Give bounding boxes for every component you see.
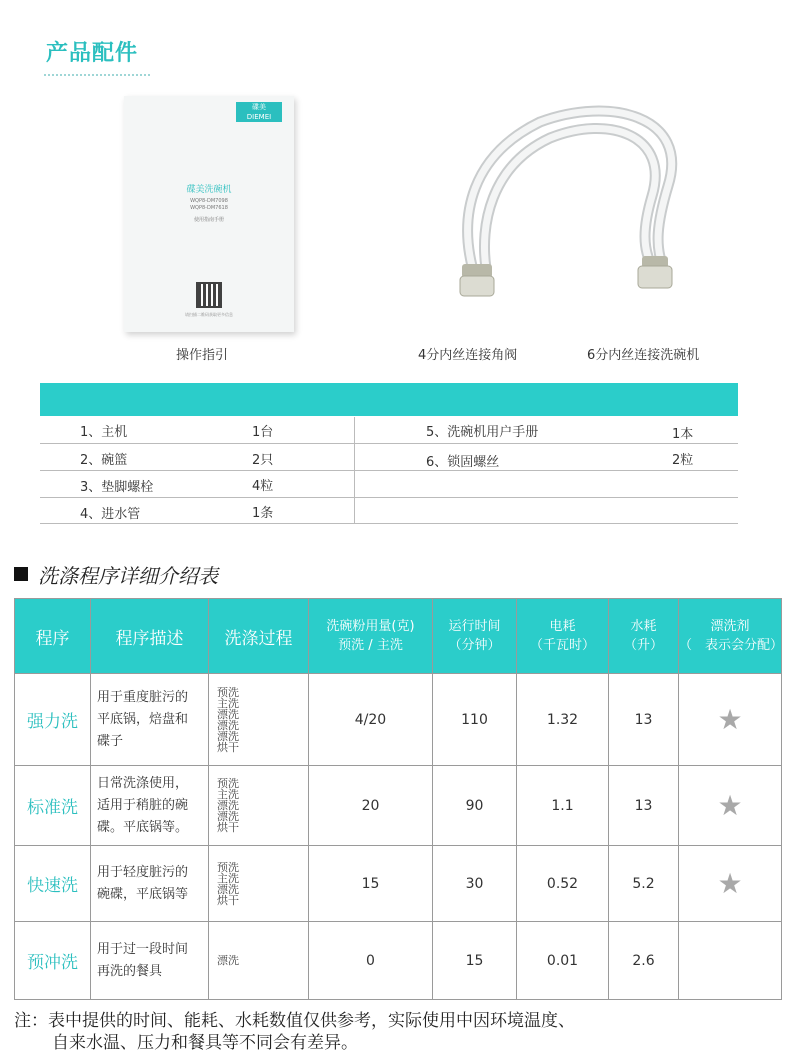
run-time: 15	[433, 922, 517, 1000]
manual-product-name: 碟美洗碗机	[186, 185, 232, 195]
program-name: 强力洗	[15, 674, 91, 766]
section-title-accessories: 产品配件	[46, 41, 139, 66]
row-divider	[40, 523, 738, 524]
header-powder: 洗碗粉用量(克) 预洗 / 主洗	[309, 599, 433, 674]
accessory-name: 3、垫脚螺栓	[80, 480, 154, 495]
program-name: 预冲洗	[15, 922, 91, 1000]
header-time: 运行时间 （分钟）	[433, 599, 517, 674]
table-row	[15, 846, 782, 922]
program-desc: 日常洗涤使用， 适用于稍脏的碗 碟。平底锅等。	[91, 766, 209, 846]
water-usage: 2.6	[609, 922, 679, 1000]
note-line-1: 注：表中提供的时间、能耗、水耗数值仅供参考，实际使用中因环境温度、	[14, 1011, 575, 1031]
accessory-qty: 2只	[252, 453, 274, 468]
powder-amount: 20	[309, 766, 433, 846]
brand-logo: 碟美 DIEMEI	[236, 102, 282, 122]
star-icon: ★	[679, 846, 782, 922]
power-usage: 1.32	[517, 674, 609, 766]
program-table	[14, 598, 782, 1000]
water-hose-image	[430, 96, 710, 316]
row-divider	[40, 443, 738, 444]
program-name: 标准洗	[15, 766, 91, 846]
run-time: 30	[433, 846, 517, 922]
header-process: 洗涤过程	[209, 599, 309, 674]
accessory-name: 4、进水管	[80, 507, 141, 522]
power-usage: 0.01	[517, 922, 609, 1000]
program-name: 快速洗	[15, 846, 91, 922]
table-row	[15, 674, 782, 766]
run-time: 90	[433, 766, 517, 846]
accessory-name: 6、锁固螺丝	[426, 455, 500, 470]
caption-manual: 操作指引	[176, 348, 229, 363]
table-row	[15, 766, 782, 846]
star-icon: ★	[679, 674, 782, 766]
accessory-qty: 1本	[672, 427, 694, 442]
powder-amount: 15	[309, 846, 433, 922]
header-power: 电耗 （千瓦时）	[517, 599, 609, 674]
program-desc: 用于重度脏污的 平底锅，焙盘和 碟子	[91, 674, 209, 766]
accessory-qty: 2粒	[672, 453, 694, 468]
power-usage: 0.52	[517, 846, 609, 922]
table-row	[15, 922, 782, 1000]
accessory-qty: 1条	[252, 506, 274, 521]
accessory-name: 1、主机	[80, 425, 128, 440]
accessory-list-header-bar	[40, 383, 738, 416]
row-divider	[40, 497, 738, 498]
program-desc: 用于过一段时间 再洗的餐具	[91, 922, 209, 1000]
header-program: 程序	[15, 599, 91, 674]
caption-hose-dishwasher: 6分内丝连接洗碗机	[587, 348, 700, 363]
program-process: 预洗 主洗 漂洗 烘干	[209, 846, 309, 922]
program-process: 预洗 主洗 漂洗 漂洗 漂洗 烘干	[209, 674, 309, 766]
star-icon: ★	[679, 766, 782, 846]
manual-models: WQP8-DM7098 WQP8-DM7618	[190, 198, 228, 211]
header-rinse: 漂洗剂 （ 表示会分配）	[679, 599, 782, 674]
star-icon	[679, 922, 782, 1000]
table-header-row	[15, 599, 782, 674]
program-process: 预洗 主洗 漂洗 漂洗 烘干	[209, 766, 309, 846]
title-underline	[44, 74, 150, 76]
program-process: 漂洗	[209, 922, 309, 1000]
column-divider	[354, 417, 355, 524]
accessory-qty: 4粒	[252, 479, 274, 494]
water-usage: 13	[609, 766, 679, 846]
power-usage: 1.1	[517, 766, 609, 846]
accessory-name: 2、碗篮	[80, 453, 128, 468]
accessory-qty: 1台	[252, 425, 274, 440]
manual-footer: 请扫描二维码获取更多信息	[185, 312, 233, 317]
program-desc: 用于轻度脏污的 碗碟，平底锅等	[91, 846, 209, 922]
manual-booklet-image	[124, 96, 294, 332]
square-bullet-icon	[14, 567, 28, 581]
powder-amount: 0	[309, 922, 433, 1000]
water-usage: 13	[609, 674, 679, 766]
qr-code-icon	[196, 282, 222, 308]
note-line-2: 自来水温、压力和餐具等不同会有差异。	[52, 1033, 358, 1053]
row-divider	[40, 470, 738, 471]
run-time: 110	[433, 674, 517, 766]
header-water: 水耗 （升）	[609, 599, 679, 674]
water-usage: 5.2	[609, 846, 679, 922]
accessory-name: 5、洗碗机用户手册	[426, 425, 539, 440]
caption-hose-valve: 4分内丝连接角阀	[418, 348, 518, 363]
section-title-programs: 洗涤程序详细介绍表	[38, 564, 218, 588]
header-desc: 程序描述	[91, 599, 209, 674]
powder-amount: 4/20	[309, 674, 433, 766]
manual-subtitle: 使用指南手册	[193, 217, 224, 223]
